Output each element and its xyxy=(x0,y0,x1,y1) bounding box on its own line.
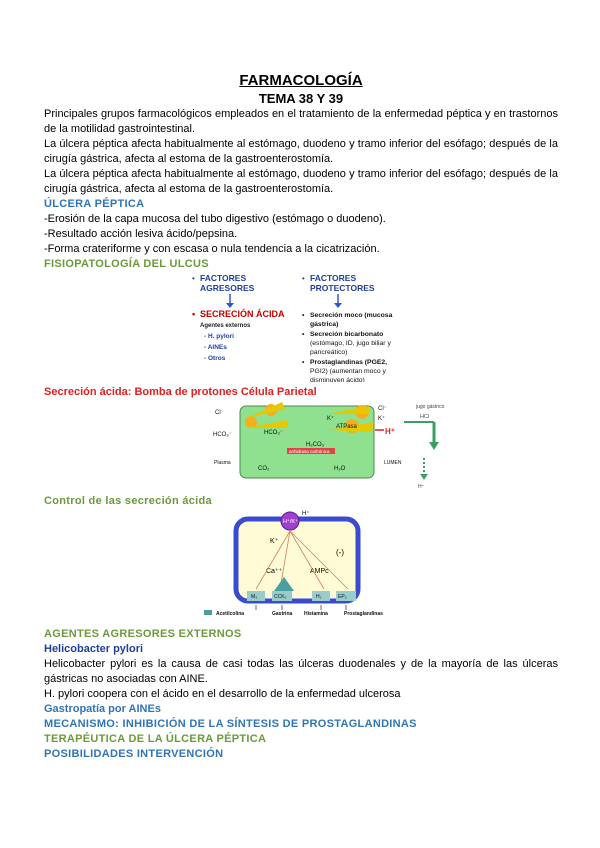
agentes-externos-label: Agentes externos xyxy=(200,323,251,329)
paragraph-2: La úlcera péptica afecta habitualmente al estómago, duodeno y tramo inferior del esófago; después de la cirugía gástrica, afecta al estoma de la gastroenterostomía. xyxy=(44,168,558,195)
bullet-icon: • xyxy=(192,309,196,319)
hco3-label: HCO₃⁻ xyxy=(213,432,232,438)
atpasa-label: ATPasa xyxy=(336,424,357,430)
document-subtitle: TEMA 38 Y 39 xyxy=(258,91,344,106)
ca-label: Ca⁺⁺ xyxy=(266,568,283,575)
ligand-label: Prostaglandinas xyxy=(344,611,383,617)
parietal-cell-outline xyxy=(236,519,358,601)
arrow-down-icon xyxy=(429,442,439,450)
prot2-line: Secreción bicarbonato xyxy=(310,331,384,338)
cl-label: Cl⁻ xyxy=(378,406,387,412)
prot2-line: pancreático) xyxy=(310,349,348,356)
document-title: FARMACOLOGÍA xyxy=(239,72,363,89)
side-label: H⁺ xyxy=(418,484,425,490)
agresor-item: - H. pylori xyxy=(204,333,234,340)
bullet-icon: • xyxy=(302,331,305,338)
document-page xyxy=(44,72,558,762)
posibilidades-heading: POSIBILIDADES INTERVENCIÓN xyxy=(44,748,224,760)
bullet-icon: • xyxy=(302,312,305,319)
anhidrasa-label: anhidrasa carbónica xyxy=(289,449,330,454)
cl-label: Cl⁻ xyxy=(215,410,224,416)
ligand-shape xyxy=(204,610,212,615)
terapeutica-heading: TERAPÉUTICA DE LA ÚLCERA PÉPTICA xyxy=(44,733,267,745)
side-label: jugo gástrico xyxy=(416,404,445,410)
receptor-label: EP₃ xyxy=(338,594,347,600)
h-plus-label: H⁺ xyxy=(385,427,395,436)
side-label: HCl xyxy=(420,414,430,420)
arrow-down-icon xyxy=(334,303,342,308)
proton-pump-diagram xyxy=(44,400,558,490)
prot3-line: Prostaglandinas (PGE2, xyxy=(310,359,388,366)
ulcera-item: -Resultado acción lesiva ácido/pepsina. xyxy=(44,228,238,240)
ulcera-item: -Erosión de la capa mucosa del tubo digestivo (estómago o duodeno). xyxy=(44,213,386,225)
bullet-icon: • xyxy=(302,359,305,366)
h2o-label: H₂O xyxy=(334,466,346,472)
paragraph-1: La úlcera péptica afecta habitualmente al estómago, duodeno y tramo inferior del esófago; después de la cirugía gástrica, afecta al estoma de la gastroenterostomía. xyxy=(44,138,558,165)
hco3-label: HCO₃⁻ xyxy=(264,430,283,436)
receptor-label: CCK₂ xyxy=(274,594,287,600)
prot1-line: Secreción moco (mucosa xyxy=(310,312,393,319)
secrecion-acida-label: SECRECIÓN ÁCIDA xyxy=(200,309,285,319)
fisio-heading: FISIOPATOLOGÍA DEL ULCUS xyxy=(44,258,209,270)
agresor-item: - Otros xyxy=(204,355,226,362)
mecanismo-heading: MECANISMO: INHIBICIÓN DE LA SÍNTESIS DE PROSTAGLANDINAS xyxy=(44,718,417,730)
co2-label: CO₂ xyxy=(258,466,270,472)
helico-paragraph-2: H. pylori coopera con el ácido en el desarrollo de la enfermedad ulcerosa xyxy=(44,688,401,700)
control-figure xyxy=(44,509,558,627)
arrow-down-icon xyxy=(226,303,234,308)
k-label: K⁺ xyxy=(270,538,279,545)
receptor-label: H₂ xyxy=(316,594,322,600)
ampc-label: AMPc xyxy=(310,568,329,575)
agresores-title-1: FACTORES xyxy=(200,273,247,283)
factores-diagram xyxy=(44,272,558,382)
ulcera-heading: ÚLCERA PÉPTICA xyxy=(44,198,145,210)
k-label: K⁺ xyxy=(327,416,335,422)
protectores-title-1: FACTORES xyxy=(310,273,357,283)
prot3-line: PGI2) (aumentan moco y xyxy=(310,368,386,375)
intro-paragraph: Principales grupos farmacológicos empleados en el tratamiento de la enfermedad péptica y en trastornos de la motilidad gastrointestinal. xyxy=(44,108,558,135)
agentes-heading: AGENTES AGRESORES EXTERNOS xyxy=(44,628,242,640)
arrow-down-icon xyxy=(420,474,428,480)
receptor-label: M₃ xyxy=(251,594,258,600)
bomba-figure xyxy=(44,400,558,490)
k-label: K⁺ xyxy=(378,416,386,422)
ligand-label: Gastrina xyxy=(272,611,293,617)
ligand-label: Acetilcolina xyxy=(216,611,245,617)
prot1-line: gástrica) xyxy=(310,321,339,328)
agresores-title-2: AGRESORES xyxy=(200,283,255,293)
ligand-label: Histamina xyxy=(304,611,328,617)
pump-label: H⁺/K⁺ xyxy=(283,519,298,525)
gastropatia-heading: Gastropatía por AINEs xyxy=(44,703,161,715)
prot2-line: (estómago, ID, jugo biliar y xyxy=(310,340,391,347)
ulcera-item: -Forma crateriforme y con escasa o nula tendencia a la cicatrización. xyxy=(44,243,380,255)
bomba-heading: Secreción ácida: Bomba de protones Célula Parietal xyxy=(44,386,317,398)
lumen-label: LUMEN xyxy=(384,460,402,466)
bullet-icon: • xyxy=(192,274,195,283)
minus-label: (-) xyxy=(336,548,344,557)
helico-heading: Helicobacter pylori xyxy=(44,643,144,655)
plasma-label: Plasma xyxy=(214,460,231,466)
bullet-icon: • xyxy=(302,274,305,283)
acid-control-diagram xyxy=(44,509,558,627)
agresor-item: - AINEs xyxy=(204,344,227,351)
control-heading: Control de las secreción ácida xyxy=(44,495,212,507)
protectores-title-2: PROTECTORES xyxy=(310,283,375,293)
h2co3-label: H₂CO₃ xyxy=(306,442,325,448)
helico-paragraph-1: Helicobacter pylori es la causa de casi todas las úlceras duodenales y de la mayoría de las úlceras gástricas no asociadas con AINE. xyxy=(44,658,558,685)
prot3-line: disminuyen ácido) xyxy=(310,377,365,382)
h-plus-label: H⁺ xyxy=(302,511,310,517)
factores-figure xyxy=(44,272,558,382)
